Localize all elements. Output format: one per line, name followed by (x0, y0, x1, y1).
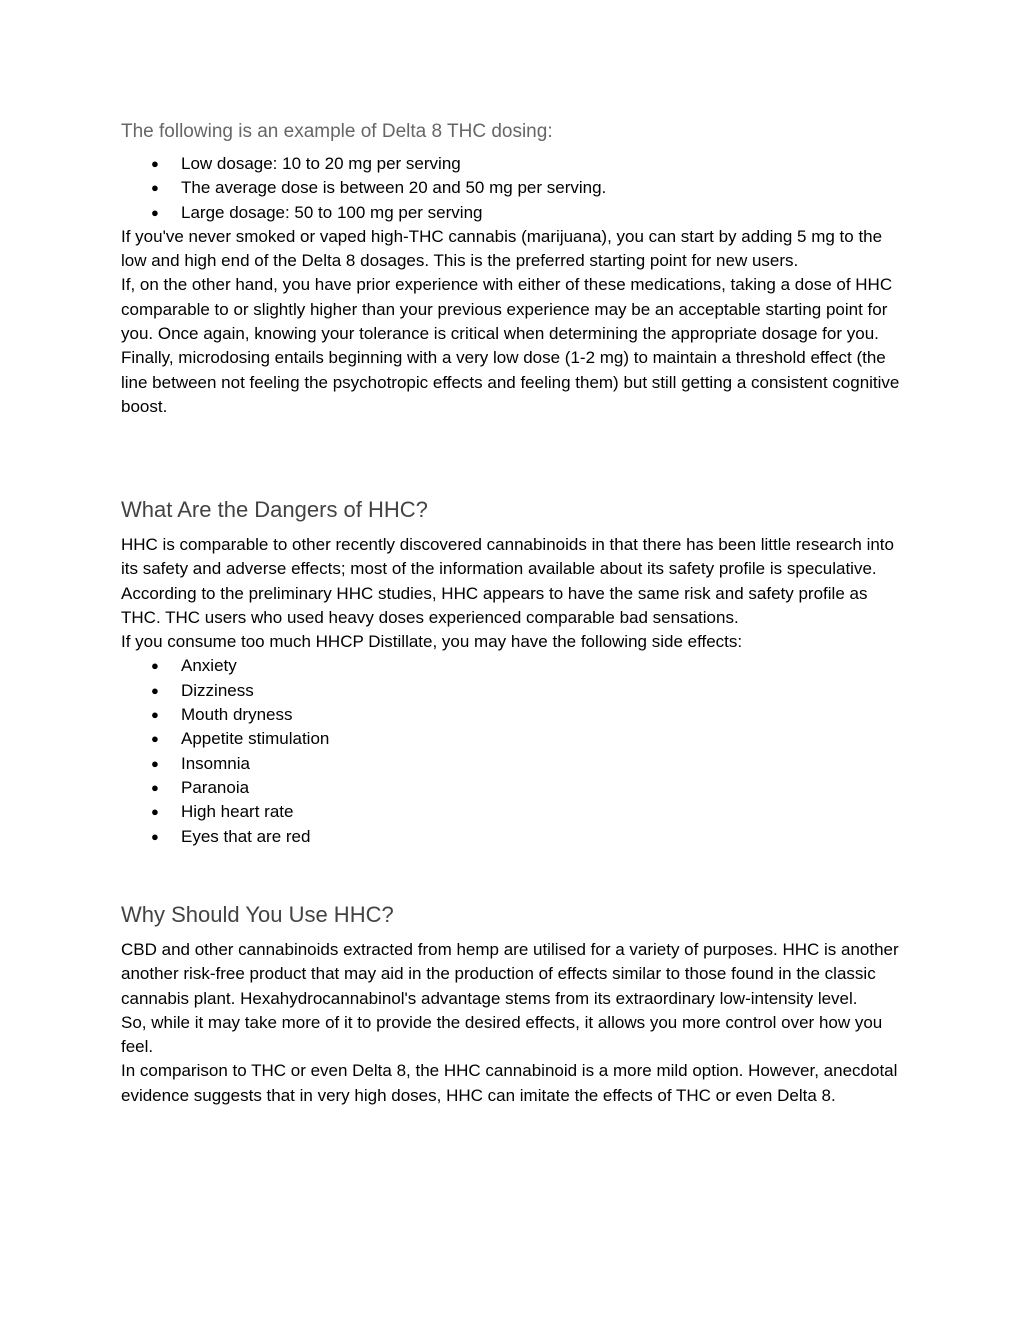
bullet-icon: ● (151, 658, 159, 674)
paragraph: Finally, microdosing entails beginning with a very low dose (1-2 mg) to maintain a threshold effect (the line between not feeling the psychotropic effects and feeling them) but still getting a consistent cognitive boost. (121, 348, 900, 416)
list-item: ● High heart rate (121, 800, 907, 824)
list-item: ● Anxiety (121, 654, 907, 678)
list-item: ● The average dose is between 20 and 50 mg per serving. (121, 176, 907, 200)
side-effects-list (121, 654, 907, 848)
list-item: ● Appetite stimulation (121, 727, 907, 751)
bullet-icon: ● (151, 682, 159, 698)
bullet-icon: ● (151, 204, 159, 220)
paragraph: In comparison to THC or even Delta 8, the HHC cannabinoid is a more mild option. However, anecdotal evidence suggests that in very high doses, HHC can imitate the effects of THC or even Delta 8. (121, 1061, 898, 1105)
list-item: ● Insomnia (121, 752, 907, 776)
bullet-icon: ● (151, 828, 159, 844)
bullet-icon: ● (151, 779, 159, 795)
bullet-icon: ● (151, 755, 159, 771)
list-item: ● Mouth dryness (121, 703, 907, 727)
intro-block (121, 152, 907, 419)
intro-heading: The following is an example of Delta 8 THC dosing: (121, 121, 553, 142)
list-item: ● Dizziness (121, 679, 907, 703)
dosage-list (121, 152, 907, 225)
paragraph: HHC is comparable to other recently discovered cannabinoids in that there has been little research into its safety and adverse effects; most of the information available about its safety profile is speculative. (121, 535, 894, 579)
paragraph: If, on the other hand, you have prior experience with either of these medications, taking a dose of HHC comparable to or slightly higher than your previous experience may be an acceptable starting point for you. Once again, knowing your tolerance is critical when determining the appropriate dosage for you. (121, 275, 893, 344)
why-block (121, 938, 907, 1108)
list-item: ● Low dosage: 10 to 20 mg per serving (121, 152, 907, 176)
list-item: ● Large dosage: 50 to 100 mg per serving (121, 201, 907, 225)
bullet-icon: ● (151, 707, 159, 723)
section-heading-dangers: What Are the Dangers of HHC? (121, 497, 428, 522)
dangers-block (121, 533, 907, 849)
list-item: ● Eyes that are red (121, 825, 907, 849)
paragraph: CBD and other cannabinoids extracted from hemp are utilised for a variety of purposes. HHC is another another risk-free product that may aid in the production of effects similar to those found in the classic cannabis plant. Hexahydrocannabinol's advantage stems from its extraordinary low-intensity level. (121, 940, 899, 1008)
paragraph: So, while it may take more of it to provide the desired effects, it allows you more control over how you feel. (121, 1012, 883, 1057)
list-item: ● Paranoia (121, 776, 907, 800)
paragraph: According to the preliminary HHC studies, HHC appears to have the same risk and safety profile as THC. THC users who used heavy doses experienced comparable bad sensations. (121, 583, 868, 627)
paragraph: If you've never smoked or vaped high-THC cannabis (marijuana), you can start by adding 5 mg to the low and high end of the Delta 8 dosages. This is the preferred starting point for new users. (121, 226, 883, 271)
section-heading-why: Why Should You Use HHC? (121, 902, 394, 927)
bullet-icon: ● (151, 156, 159, 171)
paragraph: If you consume too much HHCP Distillate, you may have the following side effects: (121, 632, 743, 652)
bullet-icon: ● (151, 731, 159, 747)
bullet-icon: ● (151, 180, 159, 196)
bullet-icon: ● (151, 804, 159, 820)
